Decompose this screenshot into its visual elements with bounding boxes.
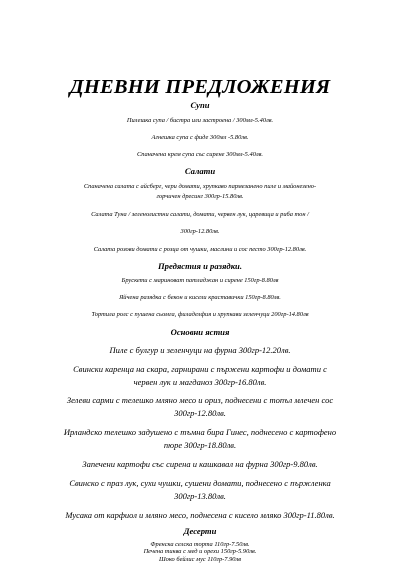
menu-item: червен лук и магданоз 300гр-16.80лв. bbox=[133, 377, 267, 387]
menu-item: Шоко бейлис мус 110гр-7.90лв bbox=[158, 556, 242, 563]
menu-item: Свинско с праз лук, сухи чушки, сушени домати, поднесено с пържленка bbox=[69, 478, 331, 488]
menu-item: Мусака от карфиол и мляно месо, поднесена с кисело мляко 300гр-11.80лв. bbox=[65, 510, 335, 520]
menu-item: Свински каренца на скара, гарнирани с пържени картофи и домати с bbox=[73, 364, 327, 374]
section-heading-starters: Предястия и разядки. bbox=[158, 261, 242, 271]
section-heading-salads: Салати bbox=[184, 166, 216, 176]
menu-item: пюре 300гр-18.80лв. bbox=[163, 440, 237, 450]
menu-item: Спаначена салата с айсберг, чери домати, хрупкаво пармезанено пиле и майонезено- bbox=[83, 183, 317, 190]
section-heading-soups: Супи bbox=[190, 100, 210, 110]
page-title: ДНЕВНИ ПРЕДЛОЖЕНИЯ bbox=[69, 76, 331, 98]
menu-item: 300гр-12.80лв. bbox=[180, 228, 220, 235]
section-heading-desserts: Десерти bbox=[183, 526, 217, 536]
menu-item: 300гр-13.80лв. bbox=[174, 491, 226, 501]
menu-item: 300гр-12.80лв. bbox=[174, 408, 226, 418]
menu-item: Зелеви сарми с телешко мляно месо и ориз, поднесени с топъл млечен сос bbox=[66, 395, 334, 405]
menu-item: Салата розови домати с розца от чушки, маслини и сос песто 300гр-12.80лв. bbox=[93, 246, 307, 253]
menu-item: Печена тиква с мед и орехи 150гр-5.90лв. bbox=[143, 548, 257, 555]
menu-item: Френска селска торта 110гр-7.50лв. bbox=[150, 541, 250, 548]
menu-item: Тортила ролс с пушена сьомга, филаделфия и хрупкави зеленчуци 200гр-14.80лв bbox=[91, 311, 309, 318]
menu-item: Пилешка супа / бистра или застроена / 300мл-5.40лв. bbox=[126, 117, 274, 124]
menu-item: Спаначена крем супа със сирене 300мл-5.40лв. bbox=[136, 151, 264, 158]
menu-item: Пиле с булгур и зеленчуци на фурна 300гр-12.20лв. bbox=[109, 345, 291, 355]
menu-item: Яйчена разядка с бекон и кисели краставички 150гр-8.80лв. bbox=[119, 294, 281, 301]
menu-item: горчичен дресинг 300гр-15.80лв. bbox=[156, 193, 244, 200]
menu-item: Салата Туна / зеленолистни салати, домати, червен лук, царевица и риба тон / bbox=[91, 211, 309, 218]
menu-item: Агнешка супа с фиде 300мл -5.80лв. bbox=[151, 134, 249, 141]
section-heading-mains: Основни ястия bbox=[170, 327, 230, 337]
menu-item: Ирландско телешко задушено с тъмна бира Гинес, поднесено с картофено bbox=[63, 427, 337, 437]
menu-item: Запечени картофи със сирена и кашкавал на фурна 300гр-9.80лв. bbox=[82, 459, 318, 469]
menu-item: Брускети с мариноват патладжан и сирене 150гр-8.80лв bbox=[121, 277, 279, 284]
